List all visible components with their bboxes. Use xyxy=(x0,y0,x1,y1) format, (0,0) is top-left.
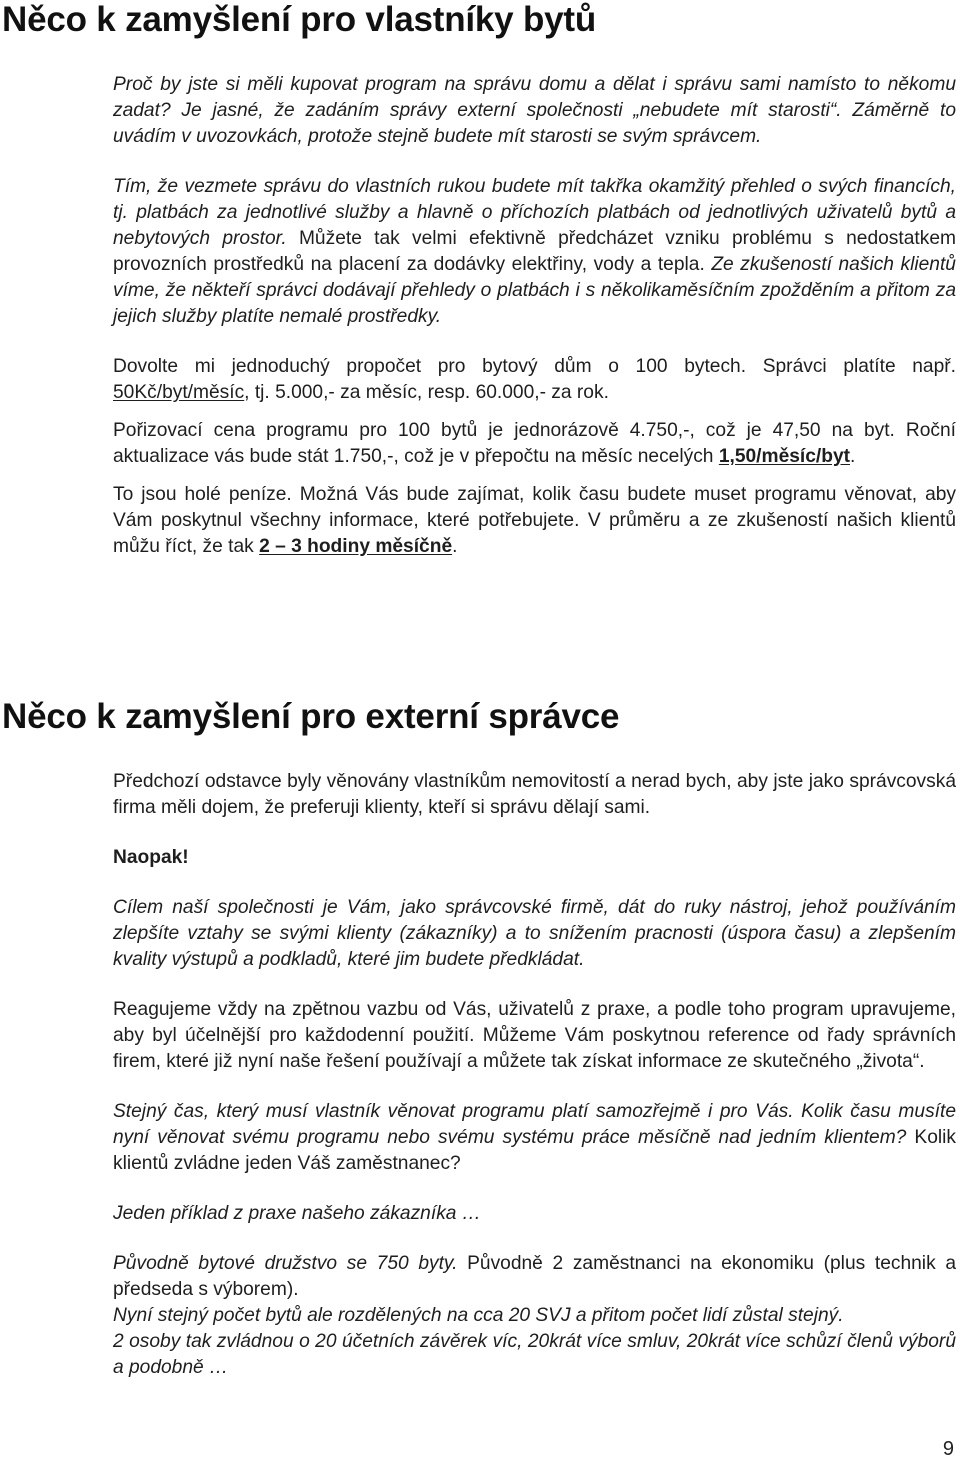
calculation-price-per-flat: 50Kč/byt/měsíc xyxy=(113,382,245,403)
example-italic-2: Nyní stejný počet bytů ale rozdělených na cca 20 SVJ a přitom počet lidí zůstal stejný. xyxy=(113,1305,844,1326)
paragraph-calculation xyxy=(113,354,956,406)
example-italic-3: 2 osoby tak zvládnou o 20 účetních závěrek víc, 20krát více smluv, 20krát více schůzí členů výborů a podobně … xyxy=(113,1331,956,1378)
section-managers xyxy=(113,769,956,1381)
paragraph-previous: Předchozí odstavce byly věnovány vlastníkům nemovitostí a nerad bych, aby jste jako správcovská firma měli dojem, že preferuji klienty, kteří si správu dělají sami. xyxy=(113,771,956,818)
time-text: To jsou holé peníze. Možná Vás bude zajímat, kolik času budete muset programu věnovat, aby Vám poskytnul všechny informace, které potřebujete. V průměru a ze zkušeností našich klientů můžu říct, že tak xyxy=(113,484,956,557)
same-time-normal-text: Kolik klientů zvládne jeden Váš zaměstnanec? xyxy=(113,1127,956,1174)
paragraph-example xyxy=(113,1251,956,1381)
paragraph-goal: Cílem naší společnosti je Vám, jako správcovské firmě, dát do ruky nástroj, jehož používáním zlepšíte vztahy se svými klienty (zákazníky) a to snížením pracnosti (úspora času) a zlepšením kvality výstupů a podkladů, které jim budete předkládat. xyxy=(113,897,956,970)
paragraph-time xyxy=(113,482,956,560)
program-cost-line-2: Roční aktualizace vás bude stát 1.750,-, což je v přepočtu na měsíc necelých xyxy=(113,420,956,467)
overview-normal-text: Můžete tak velmi efektivně předcházet vzniku problému s nedostatkem provozních prostředků na placení za dodávky elektřiny, vody a tepla. xyxy=(113,228,956,275)
example-italic-1: Původně bytové družstvo se 750 byty. xyxy=(113,1253,458,1274)
program-cost-line-1: Pořizovací cena programu pro 100 bytů je jednorázově 4.750,-, což je 47,50 na byt. xyxy=(113,420,895,441)
paragraph-program-cost xyxy=(113,418,956,470)
overview-italic-text: Tím, že vezmete správu do vlastních rukou budete mít takřka okamžitý přehled o svých financích, tj. platbách za jednotlivé služby a hlavně o příchozích platbách od jednotlivých uživatelů bytů a nebytových prostor. xyxy=(113,176,956,249)
page-number: 9 xyxy=(942,1438,954,1460)
time-end: . xyxy=(452,536,458,557)
paragraph-overview xyxy=(113,174,956,330)
program-cost-monthly: 1,50/měsíc/byt xyxy=(718,446,851,467)
calculation-line-1: Dovolte mi jednoduchý propočet pro bytový dům o 100 bytech. Správci platíte např. xyxy=(113,356,956,377)
paragraph-feedback: Reagujeme vždy na zpětnou vazbu od Vás, uživatelů z praxe, a podle toho program upravujeme, aby byl účelnější pro každodenní použití. Můžeme Vám poskytnou reference od řady správních firem, které již nyní naše řešení používají a můžete tak získat informace ze skutečného „života“. xyxy=(113,999,956,1072)
example-normal-1: Původně 2 zaměstnanci na ekonomiku (plus technik a předseda s výborem). xyxy=(113,1253,956,1300)
time-hours: 2 – 3 hodiny měsíčně xyxy=(259,536,453,557)
paragraph-intro: Proč by jste si měli kupovat program na správu domu a dělat i správu sami namísto to někomu zadat? Je jasné, že zadáním správy externí společnosti „nebudete mít starosti“. Záměrně to uvádím v uvozovkách, protože stejně budete mít starosti se svým správcem. xyxy=(113,74,956,147)
paragraph-example-intro: Jeden příklad z praxe našeho zákazníka … xyxy=(113,1203,481,1224)
calculation-line-2: , tj. 5.000,- za měsíc, resp. 60.000,- za rok. xyxy=(244,382,609,403)
program-cost-end: . xyxy=(850,446,856,467)
paragraph-same-time xyxy=(113,1099,956,1177)
section-owners xyxy=(113,72,956,584)
overview-italic-text-2: Ze zkušeností našich klientů víme, že někteří správci dodávají přehledy o platbách i s několikaměsíčním zpožděním a přitom za jejich služby platíte nemalé prostředky. xyxy=(113,254,956,327)
paragraph-on-the-contrary: Naopak! xyxy=(113,847,189,868)
section-title-owners: Něco k zamyšlení pro vlastníky bytů xyxy=(2,0,597,39)
section-title-managers: Něco k zamyšlení pro externí správce xyxy=(2,697,620,736)
same-time-italic-text: Stejný čas, který musí vlastník věnovat programu platí samozřejmě i pro Vás. Kolik času musíte nyní věnovat svému programu nebo svému systému práce měsíčně nad jedním klientem? xyxy=(113,1101,956,1148)
